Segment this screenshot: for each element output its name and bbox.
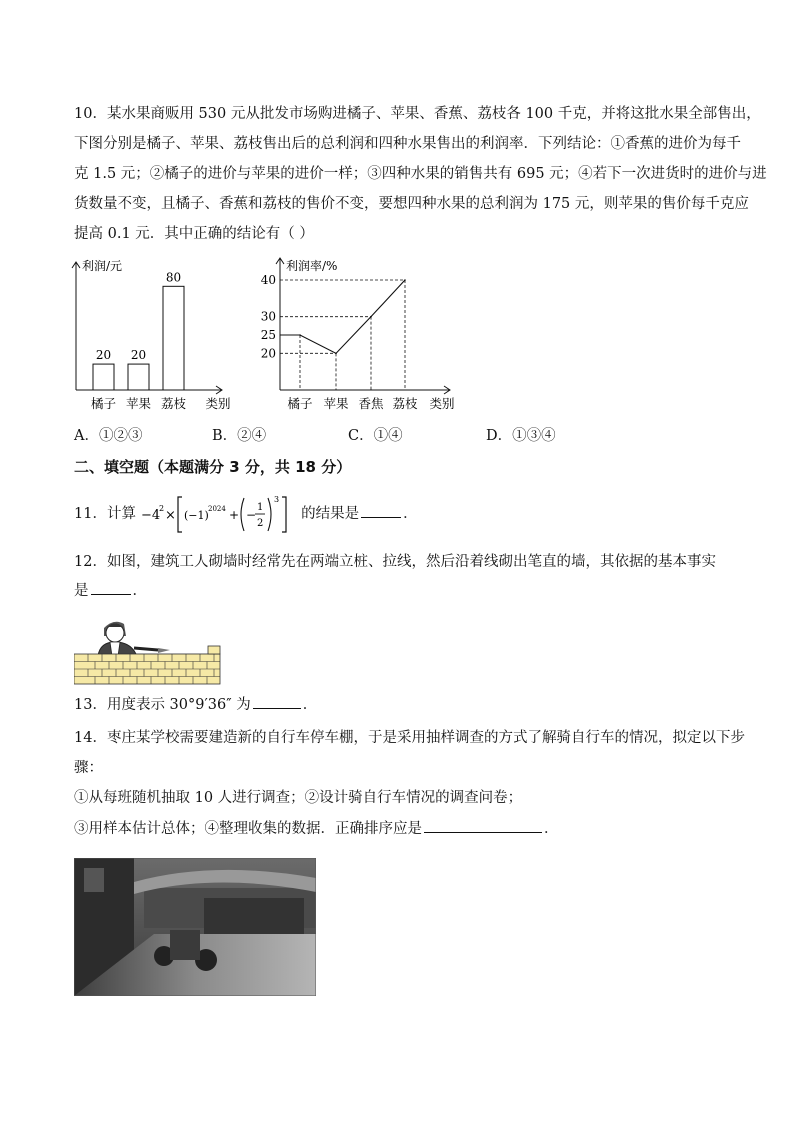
section-title: 二、填空题（本题满分 3 分，共 18 分） xyxy=(74,458,352,476)
y-tick-label-0: 20 xyxy=(260,346,276,361)
q13 xyxy=(74,694,317,715)
point-1 xyxy=(335,353,337,355)
point-0 xyxy=(299,334,301,336)
bar-2 xyxy=(163,286,184,390)
left-bracket xyxy=(178,497,182,532)
point-3 xyxy=(404,279,406,281)
cyclist xyxy=(170,930,200,960)
bricklayer-illustration xyxy=(74,612,224,686)
profit-rate-line-chart xyxy=(250,254,470,414)
y-tick-label-3: 40 xyxy=(260,273,276,287)
y-tick-label-1: 25 xyxy=(260,328,276,342)
profit-bar-chart xyxy=(60,254,250,414)
left-paren xyxy=(241,498,244,531)
data-label-0: 20 xyxy=(95,348,112,363)
q12-end: ． xyxy=(132,583,147,599)
q11-answer-blank[interactable] xyxy=(361,503,401,518)
q11 xyxy=(74,492,418,536)
wall-end-pillar xyxy=(208,646,220,654)
x-tick-label-3: 荔枝 xyxy=(392,396,418,411)
trowel xyxy=(158,648,170,653)
building-window xyxy=(84,868,104,892)
expr-exp2: 2 xyxy=(158,504,164,513)
bar-0 xyxy=(93,364,114,390)
q14-line-4 xyxy=(74,818,559,839)
option-b[interactable]: B．②④ xyxy=(212,428,267,444)
q13-answer-blank[interactable] xyxy=(253,694,301,709)
expr-neg1: (−1) xyxy=(183,509,209,522)
option-c[interactable]: C．①④ xyxy=(348,428,403,444)
expr-num: 1 xyxy=(256,502,263,513)
x-axis-label: 类别 xyxy=(205,396,231,411)
bar-1 xyxy=(128,364,149,390)
expr-den: 2 xyxy=(256,518,263,529)
x-tick-label-2: 荔枝 xyxy=(160,396,187,411)
x-tick-label-1: 苹果 xyxy=(125,396,152,411)
x-tick-label-0: 橘子 xyxy=(90,396,117,411)
q11-end: ． xyxy=(403,506,418,522)
q14-line-3: ①从每班随机抽取 10 人进行调查；②设计骑自行车情况的调查问卷； xyxy=(74,790,523,806)
y-axis-label: 利润/元 xyxy=(82,259,123,273)
q13-text: 13．用度表示 30°9′36″ 为 xyxy=(74,697,251,713)
expr-minus4: −4 xyxy=(140,508,160,523)
x-tick-label-0: 橘子 xyxy=(287,396,313,411)
q10-line-2: 下图分别是橘子、苹果、荔枝售出后的总利润和四种水果售出的利润率．下列结论：①香蕉的进价为每千 xyxy=(74,136,741,152)
q14-line-1: 14．枣庄某学校需要建造新的自行车停车棚，于是采用抽样调查的方式了解骑自行车的情况，拟定以下步 xyxy=(74,730,745,746)
q13-end: ． xyxy=(302,697,318,713)
option-a[interactable]: A．①②③ xyxy=(74,428,143,444)
q12-line2-text: 是 xyxy=(74,583,89,599)
q12-line-2 xyxy=(74,580,147,601)
q10-line-1: 10．某水果商贩用 530 元从批发市场购进橘子、苹果、香蕉、荔枝各 100 千克，并将这批水果全部售出， xyxy=(74,106,761,122)
shed-structure xyxy=(204,898,304,936)
q10-line-4: 货数量不变，且橘子、香蕉和荔枝的售价不变，要想四种水果的总利润为 175 元，则苹果的售价每千克应 xyxy=(74,196,749,212)
worker-arm xyxy=(134,648,158,650)
q14-line4-text: ③用样本估计总体；④整理收集的数据．正确排序应是 xyxy=(74,821,422,837)
data-label-1: 20 xyxy=(130,348,147,363)
q14-answer-blank[interactable] xyxy=(424,818,542,833)
expr-minus: − xyxy=(245,508,256,522)
street-photo xyxy=(74,858,316,996)
q10-line-3: 克 1.5 元；②橘子的进价与苹果的进价一样；③四种水果的销售共有 695 元；④若下一次进货时的进价与进 xyxy=(74,166,767,182)
x-tick-label-1: 苹果 xyxy=(323,396,349,411)
q14-line-2: 骤： xyxy=(74,760,103,776)
q14-end: ． xyxy=(544,821,559,837)
q12-line-1: 12．如图，建筑工人砌墙时经常先在两端立桩、拉线，然后沿着线砌出笔直的墙，其依据的基本事实 xyxy=(74,554,716,570)
brick-wall xyxy=(74,646,220,684)
option-d[interactable]: D．①③④ xyxy=(486,428,556,444)
point-2 xyxy=(370,316,372,318)
q11-suffix: 的结果是 xyxy=(301,506,360,522)
q10-line-5: 提高 0.1 元．其中正确的结论有（ ） xyxy=(74,226,314,242)
expr-exp2024: 2024 xyxy=(207,505,226,513)
expr-plus: + xyxy=(228,508,239,522)
right-paren xyxy=(268,498,271,531)
y-axis-label: 利润率/% xyxy=(286,259,338,273)
x-tick-label-2: 香焦 xyxy=(358,396,384,411)
data-label-2: 80 xyxy=(165,270,182,285)
expr-exp3: 3 xyxy=(273,495,279,504)
expr-times: × xyxy=(164,508,176,523)
x-axis-label: 类别 xyxy=(429,396,455,411)
y-tick-label-2: 30 xyxy=(260,309,276,324)
q11-prefix: 11．计算 xyxy=(74,506,136,522)
right-bracket xyxy=(282,497,286,532)
q12-answer-blank[interactable] xyxy=(91,580,131,595)
q11-expression xyxy=(141,492,297,536)
